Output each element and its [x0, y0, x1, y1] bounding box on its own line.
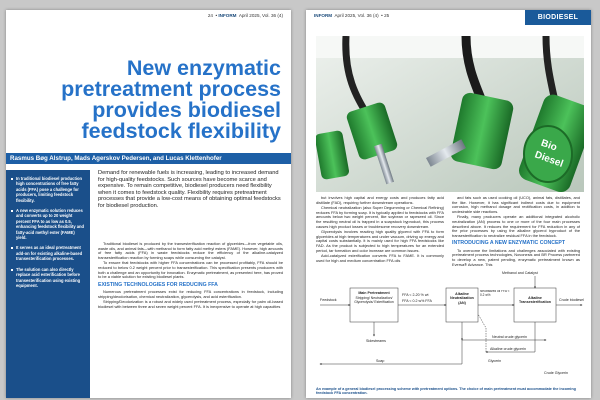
lead-paragraph: Demand for renewable fuels is increasing, leading to increased demand for high-quality feedstocks. Such sources have become scarce and expensive. To remain competitive, biodiesel producers need flexibility when it comes to feedstock quality. Flexibility requires pretreatment processes that provide a low-cost means of obtaining optimal feedstocks for biodiesel production. — [98, 170, 281, 209]
body-paragraph: Numerous pretreatment processes exist for reducing FFA concentrations in feedstock, including stripping/deodorisation, chemical neutralization, glycerolysis, and acid esterification. — [98, 289, 283, 299]
diagram-crude-glycerin: Crude Glycerin — [544, 371, 568, 375]
left-page — [6, 10, 291, 398]
key-point: The solution can also directly replace acid esterification before transesterification using existing equipment. — [11, 267, 85, 289]
key-point: In traditional biodiesel production high concentrations of free fatty acids (FFA) pose a challenge for producers, limiting feedstock flexibility. — [11, 176, 85, 203]
diagram-main-pretreatment: Main Pretreatment — [358, 291, 390, 295]
right-column-1 — [316, 196, 444, 264]
title-line: New enzymatic — [126, 56, 281, 80]
right-magazine-name: INFORM — [314, 13, 333, 18]
body-paragraph: Stripping/Deodorization is a robust and widely used pretreatment process, especially for palm oil-based biodiesel with between three and seven weight percent FFA. It is inexpensive to operate at high capacities — [98, 299, 283, 310]
key-point: It serves as an ideal pretreatment add-on for existing alkaline-based transesterification processes. — [11, 245, 85, 261]
diagram-soap-label: Soap — [376, 359, 385, 363]
fuel-nozzle-illustration — [316, 36, 584, 192]
body-paragraph: To overcome the limitations and challenges associated with existing pretreatment process technologies, Novonesis and BR Process partnered to develop a new, patent pending, enzymatic pretreatment known as Eversa® Advance. This — [452, 247, 580, 267]
body-paragraph: Finally, many producers operate an additional integrated alcoholic neutralization (AN) process to one or more of the four main processes described above. It reduces the requirement for FFA reduction in any of the prior processes by using the alkaline glycerol byproduct of the transesterification to neutralize residual FFA in the feedstock. — [452, 214, 580, 238]
diagram-alkaline-neutralization: Alkaline Neutralization (AN) — [450, 292, 474, 305]
body-paragraph: but involves high capital and energy costs and produces fatty acid distillate (FAD), requiring further downstream operations. — [316, 195, 444, 205]
right-column-2 — [452, 196, 580, 268]
diagram-neutralized-oil: Neutralized oil FFA < 0.2 w% — [480, 290, 510, 297]
article-title — [6, 58, 281, 142]
fuel-nozzle-photo — [316, 36, 584, 192]
right-issue: April 2025, Vol. 36 (4) — [334, 13, 379, 18]
diagram-neutral-crude-glycerin: Neutral crude glycerin — [492, 335, 527, 339]
diagram-feedstock: Feedstock — [320, 298, 337, 302]
body-paragraph: To ensure that feedstocks with higher FFA concentrations can be processed profitably, FFA should be reduced to below 0.2 weight percent prior to transesterification. This specification presents producers with both a challenge and an opportunity for innovation. Enzymatic pretreatment, as presented here, has proved to be a viable solution for existing biodiesel plants. — [98, 260, 283, 280]
right-page-number: 25 — [384, 13, 390, 18]
body-paragraph: and fats such as used cooking oil (UCO), animal fats, distillates, and the like. However, it has significant indirect costs due to equipment corrosion, high methanol dosage and rectification costs, in addition to undesirable side reactions. — [452, 195, 580, 214]
title-line: provides biodiesel — [92, 98, 281, 122]
title-line: feedstock flexibility — [81, 119, 281, 143]
right-page — [306, 10, 591, 398]
diagram-ffa-out: FFA < 0.2 w% FFA — [402, 299, 432, 303]
photo-label-diesel: Diesel — [533, 149, 565, 170]
diagram-alkaline-crude-glycerin: Alkaline crude glycerin — [490, 347, 526, 351]
key-points-sidebar — [6, 170, 90, 398]
diagram-return-label: Glycerin — [488, 359, 502, 363]
diagram-crude-biodiesel: Crude biodiesel — [559, 298, 584, 302]
left-body-text — [98, 242, 283, 311]
section-tag: BIODIESEL — [525, 10, 591, 25]
left-page-header: 24 • INFORM April 2025, Vol. 36 (4) — [207, 13, 283, 18]
left-issue: April 2025, Vol. 36 (4) — [238, 13, 283, 18]
photo-label-bio: Bio — [539, 137, 559, 154]
body-paragraph: Acid-catalyzed esterification converts FFA to FAME. It is commonly used for high and medium concentration FFA oils — [316, 253, 444, 263]
diagram-main-sub: Stripping/ Neutralization/ Glycerolysis/ Esterification — [354, 296, 394, 304]
right-page-header: INFORM April 2025, Vol. 36 (4) • 25 — [314, 13, 390, 18]
diagram-methanol-catalyst: Methanol and Catalyst — [502, 271, 538, 275]
body-paragraph: Traditional biodiesel is produced by the transesterification reaction of glycerides—from vegetable oils, waste oils, and animal fats—with methanol to form fatty acid methyl esters (FAME). However, high amounts of free fatty acids (FFA) in waste feedstocks reduce the efficiency of the alkaline-catalyzed transesterification reaction by forming soaps while consuming the catalyst. — [98, 241, 283, 260]
section-heading: INTRODUCING A NEW ENZYMATIC CONCEPT — [452, 240, 566, 247]
body-paragraph: Chemical neutralization (also Super Degumming or Chemical Refining) reduces FFA by forming soap. It is typically applied to feedstocks with FFA amounts below two weight percent, like soybean or rapeseed oil. Since the resulting neutral oil is trapped in a soapstock byproduct, this process causes high product losses or troublesome recovery downstream. — [316, 205, 444, 229]
diagram-sidestreams: Sidestreams — [366, 339, 386, 343]
process-diagram — [316, 268, 584, 386]
left-magazine-name: INFORM — [218, 13, 237, 18]
body-paragraph: Glycerolysis involves reacting high quality glycerol with FFA to form glycerides at high temperatures and under vacuum, driving up energy and capital costs substantially. It is mainly used for high FFA feedstocks like FAD. As the product is subjected to high temperatures for an extended period, tar formation and color increase are common issues. — [316, 229, 444, 253]
section-heading: EXISTING TECHNOLOGIES FOR REDUCING FFA — [98, 281, 218, 288]
diagram-alkaline-trans: Alkaline Transesterification — [519, 296, 551, 305]
diagram-ffa-in: FFA < 2-20 % wt — [402, 293, 429, 297]
title-line: pretreatment process — [61, 77, 281, 101]
authors-bar: Rasmus Bøg Alstrup, Mads Agerskov Pedersen, and Lucas Klettenhofer — [6, 153, 291, 164]
key-point: A new enzymatic solution reduces and converts up to 20 weight percent FFA to as low as 0.5, enhancing feedstock flexibility and fatty-acid methyl ester (FAME) yield. — [11, 208, 85, 240]
left-page-number: 24 — [207, 13, 213, 18]
diagram-caption: An example of a general biodiesel processing scheme with pretreatment options. The choice of main pretreatment must accommodate the incoming feedstock FFA concentration. — [316, 387, 576, 396]
